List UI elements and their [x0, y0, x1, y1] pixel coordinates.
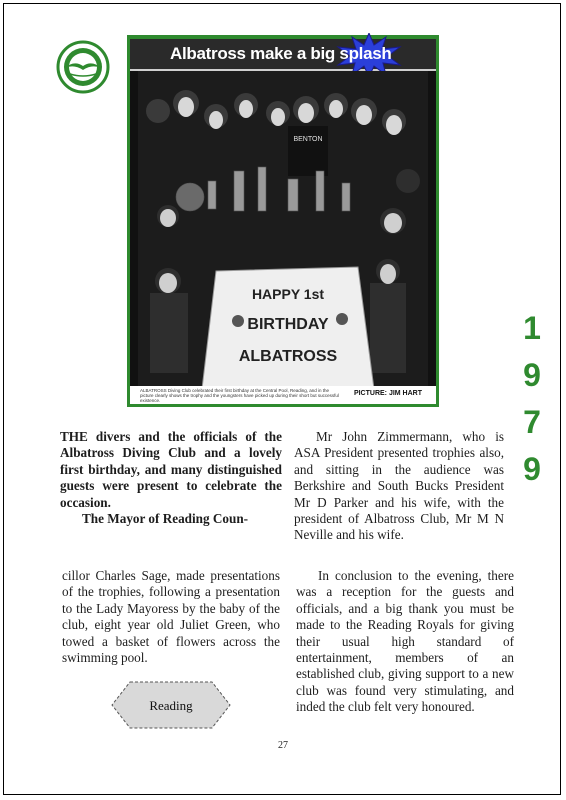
- article-paragraph: In conclusion to the evening, there was a reception for the guests and officials, and a big thank you must be made to the Reading Royals for giving their usual high standard of entertainment, members of an established club, giving support to a new club was found very stimulating, and inded the club felt very honoured.: [296, 568, 514, 715]
- year-digit: 1: [523, 310, 541, 346]
- cake-line-3: ALBATROSS: [238, 348, 338, 365]
- article-column-1-bottom: [62, 568, 280, 666]
- article-column-2-bottom: [296, 568, 514, 716]
- albatross-logo-icon: [56, 40, 110, 94]
- article-lead-paragraph: THE divers and the officials of the Albatross Diving Club and a lovely first birthday, and many distinguished guests were present to celebrate the occasion.: [60, 429, 282, 510]
- photo-credit: PICTURE: JIM HART: [353, 390, 422, 397]
- year-label: [518, 310, 546, 498]
- page-number: 27: [278, 740, 288, 751]
- newspaper-clipping: [127, 35, 439, 407]
- cake-line-1: HAPPY 1st: [251, 286, 325, 302]
- year-digit: 9: [523, 451, 541, 487]
- club-photo: [138, 71, 428, 389]
- photo-caption: ALBATROSS Diving Club celebrated their first birthday at the Central Pool, Reading, and in the picture clearly shows the trophy and the youngsters have picked up during their short but successful existence.: [140, 388, 339, 403]
- sweatshirt-text: BENTON: [293, 136, 323, 143]
- article-paragraph: The Mayor of Reading Coun-: [82, 511, 249, 527]
- article-column-1-top: [60, 429, 282, 527]
- article-paragraph: cillor Charles Sage, made presentations of the trophies, following a presentation to the Lady Mayoress by the baby of the club, eight year old Juliet Green, who towed a basket of flowers across the swimming pool.: [62, 568, 280, 666]
- year-digit: 9: [523, 357, 541, 393]
- cake-line-2: BIRTHDAY: [247, 316, 329, 333]
- article-column-2-top: [294, 429, 504, 544]
- article-paragraph: Mr John Zimmermann, who is ASA President presented trophies also, and sitting in the audience was Berkshire and South Bucks President Mr D Parker and his wife, with the president of Albatross Club, Mr M N Neville and his wife.: [294, 429, 504, 543]
- caption-strip: [130, 386, 436, 404]
- badge-label: Reading: [149, 698, 193, 713]
- headline-bar: [130, 39, 436, 71]
- year-digit: 7: [523, 404, 541, 440]
- headline: Albatross make a big splash: [170, 44, 392, 63]
- reading-badge: [110, 680, 232, 730]
